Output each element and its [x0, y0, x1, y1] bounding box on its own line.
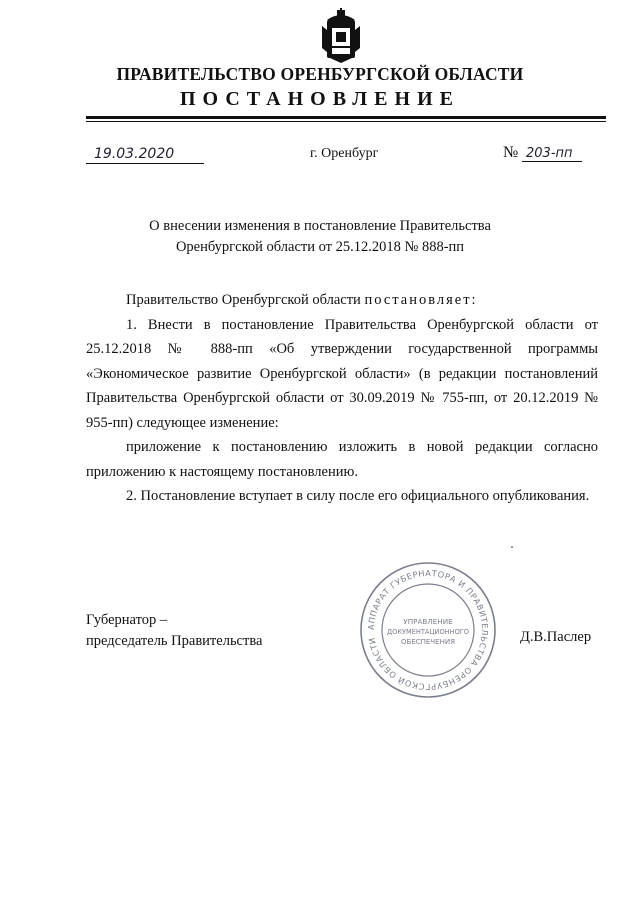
number-underline [522, 161, 582, 162]
government-title: ПРАВИТЕЛЬСТВО ОРЕНБУРГСКОЙ ОБЛАСТИ [116, 64, 524, 84]
date-underline [86, 163, 204, 164]
intro-text: Правительство Оренбургской области [126, 292, 365, 308]
stamp-line-1: УПРАВЛЕНИЕ [403, 617, 453, 626]
decree-city: г. Оренбург [310, 146, 379, 161]
header-rule-thin [86, 121, 606, 122]
item-1-paragraph: 1. Внести в постановление Правительства Оренбургской области от 25.12.2018 № 888-пп «Об утверждении государственной программы «Экономическое развитие Оренбургской области» (в редакции постановлений Правительства Оренбургской области от 30.09.2019 № 755-пп, от 20.12.2019 № 955-пп) следующее изменение: [86, 316, 598, 431]
coat-of-arms-icon [318, 8, 364, 64]
position-line-2: председатель Правительства [86, 633, 263, 649]
item-1-change-paragraph: приложение к постановлению изложить в новой редакции согласно приложению к настоящему постановлению. [86, 439, 598, 480]
header-rule-thick [86, 116, 606, 119]
signatory-name: Д.В.Паслер [520, 629, 592, 645]
decree-number: 203-пп [526, 146, 573, 161]
intro-verb: постановляет: [364, 292, 478, 308]
position-line-1: Губернатор – [86, 612, 168, 628]
decree-body [86, 288, 598, 509]
item-2-paragraph: 2. Постановление вступает в силу после его официального опубликования. [126, 488, 590, 504]
number-label: № [503, 144, 519, 161]
document-type-title: ПОСТАНОВЛЕНИЕ [180, 88, 460, 110]
decree-subject [0, 216, 640, 258]
decree-date: 19.03.2020 [94, 146, 175, 162]
stamp-ring-text: АППАРАТ ГУБЕРНАТОРА И ПРАВИТЕЛЬСТВА ОРЕНБУРГСКОЙ ОБЛАСТИ [365, 567, 491, 693]
speck [511, 546, 513, 548]
stamp-line-3: ОБЕСПЕЧЕНИЯ [401, 638, 455, 646]
subject-line-2: Оренбургской области от 25.12.2018 № 888-пп [175, 239, 465, 255]
official-stamp-icon [358, 560, 498, 700]
signatory-position [86, 610, 262, 652]
subject-line-1: О внесении изменения в постановление Правительства [149, 218, 491, 234]
intro-paragraph [86, 288, 598, 313]
stamp-line-2: ДОКУМЕНТАЦИОННОГО [387, 628, 469, 636]
